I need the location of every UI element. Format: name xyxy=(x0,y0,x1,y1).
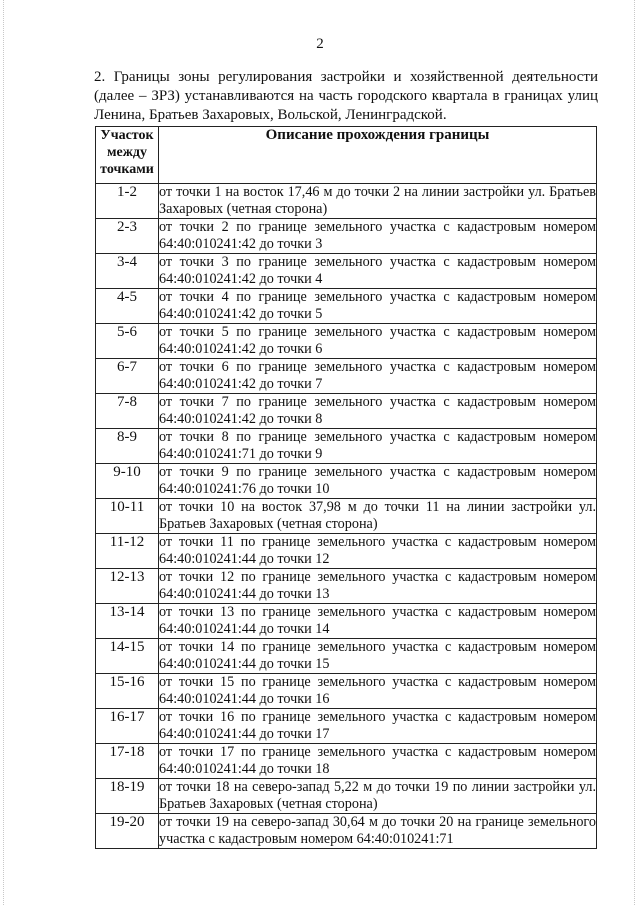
segment-cell: 13-14 xyxy=(96,604,159,639)
segment-cell: 8-9 xyxy=(96,429,159,464)
description-cell: от точки 15 по границе земельного участка с кадастровым номером 64:40:010241:44 до точки 16 xyxy=(159,674,596,707)
page-number: 2 xyxy=(316,36,324,52)
header-description: Описание прохождения границы xyxy=(159,127,597,184)
segment-cell: 16-17 xyxy=(96,709,159,744)
description-cell: от точки 19 на северо-запад 30,64 м до точки 20 на границе земельного участка с кадастровым номером 64:40:010241:71 xyxy=(159,814,596,847)
description-cell: от точки 18 на северо-запад 5,22 м до точки 19 по линии застройки ул. Братьев Захаровых (четная сторона) xyxy=(159,779,596,812)
description-cell: от точки 2 по границе земельного участка с кадастровым номером 64:40:010241:42 до точки 3 xyxy=(159,219,596,252)
intro-paragraph: 2. Границы зоны регулирования застройки и хозяйственной деятельности (далее – ЗРЗ) устанавливаются на часть городского квартала в границах улиц Ленина, Братьев Захаровых, Вольской, Ленинградской. xyxy=(94,69,598,123)
description-cell: от точки 3 по границе земельного участка с кадастровым номером 64:40:010241:42 до точки 4 xyxy=(159,254,596,287)
table-row xyxy=(96,814,597,849)
boundary-table xyxy=(95,126,597,849)
table-row xyxy=(96,219,597,254)
table-row xyxy=(96,394,597,429)
segment-cell: 10-11 xyxy=(96,499,159,534)
description-cell: от точки 6 по границе земельного участка с кадастровым номером 64:40:010241:42 до точки 7 xyxy=(159,359,596,392)
table-row xyxy=(96,429,597,464)
table-row xyxy=(96,499,597,534)
description-cell: от точки 7 по границе земельного участка с кадастровым номером 64:40:010241:42 до точки 8 xyxy=(159,394,596,427)
segment-cell: 15-16 xyxy=(96,674,159,709)
description-cell: от точки 9 по границе земельного участка с кадастровым номером 64:40:010241:76 до точки 10 xyxy=(159,464,596,497)
description-cell: от точки 8 по границе земельного участка с кадастровым номером 64:40:010241:71 до точки 9 xyxy=(159,429,596,462)
segment-cell: 18-19 xyxy=(96,779,159,814)
scan-edge-right xyxy=(634,0,635,905)
description-cell: от точки 12 по границе земельного участка с кадастровым номером 64:40:010241:44 до точки 13 xyxy=(159,569,596,602)
segment-cell: 14-15 xyxy=(96,639,159,674)
description-cell: от точки 4 по границе земельного участка с кадастровым номером 64:40:010241:42 до точки 5 xyxy=(159,289,596,322)
table-row xyxy=(96,254,597,289)
segment-cell: 4-5 xyxy=(96,289,159,324)
scan-edge-left xyxy=(3,0,4,905)
segment-cell: 9-10 xyxy=(96,464,159,499)
table-row xyxy=(96,674,597,709)
table-row xyxy=(96,709,597,744)
segment-cell: 3-4 xyxy=(96,254,159,289)
segment-cell: 11-12 xyxy=(96,534,159,569)
segment-cell: 6-7 xyxy=(96,359,159,394)
table-row xyxy=(96,744,597,779)
table-header-row xyxy=(96,127,597,184)
description-cell: от точки 5 по границе земельного участка с кадастровым номером 64:40:010241:42 до точки 6 xyxy=(159,324,596,357)
table-row xyxy=(96,534,597,569)
description-cell: от точки 16 по границе земельного участка с кадастровым номером 64:40:010241:44 до точки 17 xyxy=(159,709,596,742)
segment-cell: 17-18 xyxy=(96,744,159,779)
table-row xyxy=(96,289,597,324)
header-segment: Участок между точками xyxy=(96,127,159,184)
table-row xyxy=(96,639,597,674)
table-row xyxy=(96,779,597,814)
table-body xyxy=(96,184,597,849)
segment-cell: 5-6 xyxy=(96,324,159,359)
table-row xyxy=(96,324,597,359)
description-cell: от точки 17 по границе земельного участка с кадастровым номером 64:40:010241:44 до точки 18 xyxy=(159,744,596,777)
description-cell: от точки 1 на восток 17,46 м до точки 2 на линии застройки ул. Братьев Захаровых (четная сторона) xyxy=(159,184,596,217)
segment-cell: 12-13 xyxy=(96,569,159,604)
segment-cell: 1-2 xyxy=(96,184,159,219)
description-cell: от точки 10 на восток 37,98 м до точки 11 на линии застройки ул. Братьев Захаровых (четная сторона) xyxy=(159,499,596,532)
segment-cell: 7-8 xyxy=(96,394,159,429)
segment-cell: 19-20 xyxy=(96,814,159,849)
table-row xyxy=(96,569,597,604)
description-cell: от точки 13 по границе земельного участка с кадастровым номером 64:40:010241:44 до точки 14 xyxy=(159,604,596,637)
segment-cell: 2-3 xyxy=(96,219,159,254)
description-cell: от точки 14 по границе земельного участка с кадастровым номером 64:40:010241:44 до точки 15 xyxy=(159,639,596,672)
table-row xyxy=(96,359,597,394)
description-cell: от точки 11 по границе земельного участка с кадастровым номером 64:40:010241:44 до точки 12 xyxy=(159,534,596,567)
table-row xyxy=(96,464,597,499)
table-row xyxy=(96,604,597,639)
table-row xyxy=(96,184,597,219)
